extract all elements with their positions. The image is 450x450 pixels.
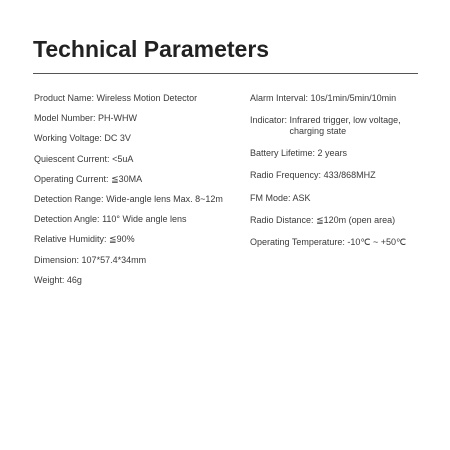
spec-row-alarm-interval xyxy=(250,93,435,115)
spec-label: FM Mode: xyxy=(250,192,291,203)
spec-value: 433/868MHZ xyxy=(323,170,376,181)
spec-value: ≦90% xyxy=(109,234,135,245)
spec-label: Working Voltage: xyxy=(34,133,102,144)
spec-value: Wide-angle lens Max. 8~12m xyxy=(106,193,223,204)
spec-label: Indicator: xyxy=(250,115,288,126)
spec-label: Operating Temperature: xyxy=(250,236,345,247)
spec-row-working-voltage xyxy=(34,133,239,153)
spec-row-model-number xyxy=(34,113,239,133)
spec-label: Battery Lifetime: xyxy=(250,148,316,159)
spec-row-weight xyxy=(34,275,239,295)
left-spec-column xyxy=(34,93,239,295)
spec-value: ≦30MA xyxy=(111,173,143,184)
spec-label: Radio Distance: xyxy=(250,214,314,225)
spec-value: <5uA xyxy=(112,153,134,164)
spec-row-fm-mode xyxy=(250,193,435,215)
spec-label: Model Number: xyxy=(34,113,96,124)
spec-value: 2 years xyxy=(317,148,348,159)
spec-value: 110° Wide angle lens xyxy=(102,214,187,225)
spec-label: Dimension: xyxy=(34,254,80,265)
spec-value xyxy=(290,115,430,148)
spec-label: Detection Range: xyxy=(34,193,104,204)
spec-row-battery-lifetime xyxy=(250,148,435,170)
spec-value: ASK xyxy=(292,192,311,203)
spec-value: Wireless Motion Detector xyxy=(96,93,198,103)
spec-label: Operating Current: xyxy=(34,173,109,184)
spec-value: PH-WHW xyxy=(98,113,138,124)
spec-value: DC 3V xyxy=(104,133,131,144)
spec-label: Quiescent Current: xyxy=(34,153,110,164)
spec-row-quiescent-current xyxy=(34,154,239,174)
title-divider xyxy=(33,73,418,74)
spec-row-indicator xyxy=(250,115,435,148)
spec-row-detection-angle xyxy=(34,214,239,234)
right-spec-column xyxy=(250,93,435,259)
spec-value-line: charging state xyxy=(289,126,347,137)
spec-value: -10℃ ~ +50℃ xyxy=(347,236,407,247)
spec-label: Relative Humidity: xyxy=(34,234,107,245)
spec-label: Alarm Interval: xyxy=(250,93,309,103)
spec-value: 46g xyxy=(66,274,82,285)
spec-row-relative-humidity xyxy=(34,234,239,254)
spec-value: 107*57.4*34mm xyxy=(81,254,147,265)
spec-row-radio-distance xyxy=(250,215,435,237)
spec-row-operating-current xyxy=(34,174,239,194)
spec-label: Detection Angle: xyxy=(34,214,100,225)
page-title: Technical Parameters xyxy=(33,36,270,62)
spec-row-detection-range xyxy=(34,194,239,214)
spec-label: Weight: xyxy=(34,274,65,285)
spec-row-radio-frequency xyxy=(250,170,435,192)
spec-row-dimension xyxy=(34,255,239,275)
spec-value: 10s/1min/5min/10min xyxy=(310,93,397,103)
spec-row-operating-temperature xyxy=(250,237,435,259)
spec-label: Radio Frequency: xyxy=(250,170,322,181)
spec-label: Product Name: xyxy=(34,93,95,103)
spec-value-line: Infrared trigger, low voltage, xyxy=(289,115,401,126)
spec-value: ≦120m (open area) xyxy=(316,214,396,225)
spec-row-product-name xyxy=(34,93,239,113)
